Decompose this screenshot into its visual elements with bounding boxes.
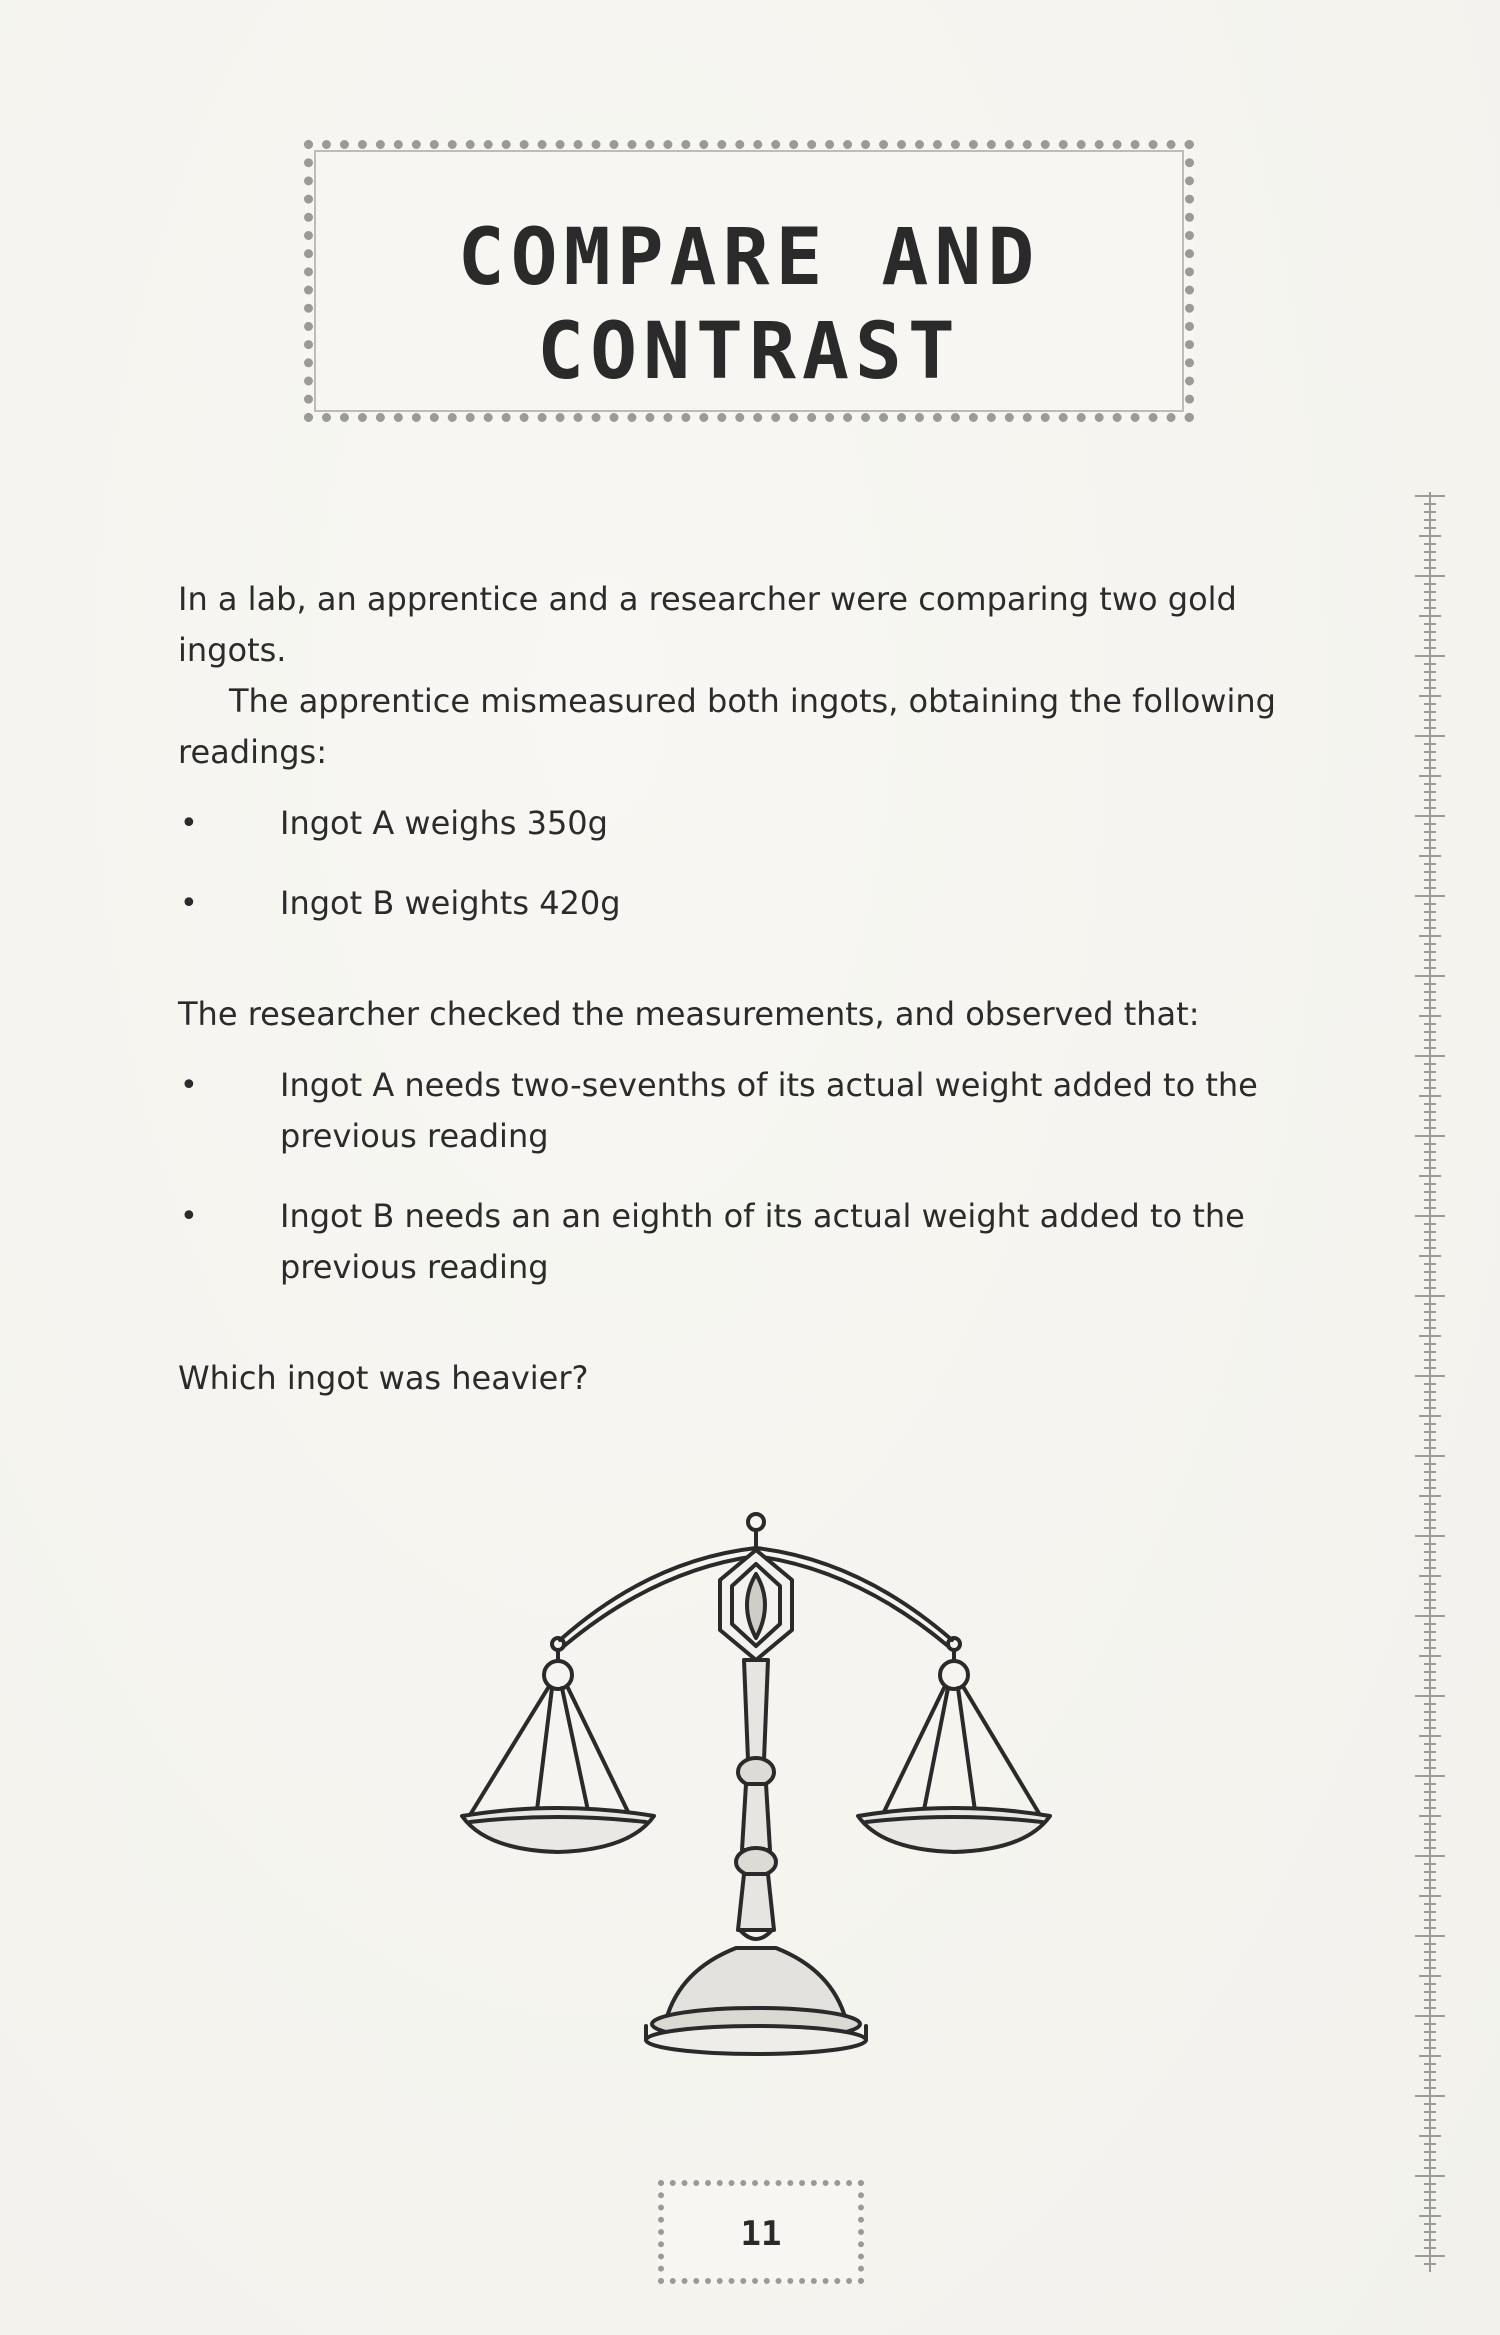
reading-ingot-a: Ingot A weighs 350g	[280, 804, 608, 842]
intro-paragraph	[178, 574, 1338, 778]
intro-line-2: The apprentice mismeasured both ingots, obtaining the following readings:	[178, 682, 1276, 771]
question: Which ingot was heavier?	[178, 1359, 589, 1397]
puzzle-text	[178, 574, 1338, 1404]
bullet-dot-icon: •	[180, 1068, 198, 1103]
observation-ingot-b: Ingot B needs an an eighth of its actual weight added to the previous reading	[280, 1197, 1245, 1286]
observation-intro: The researcher checked the measurements, and observed that:	[178, 995, 1200, 1033]
list-item	[178, 1191, 1338, 1293]
page-title-line-1: COMPARE AND	[457, 213, 1041, 303]
bullet-dot-icon: •	[180, 1199, 198, 1234]
page-title	[313, 211, 1185, 399]
balance-scale-icon	[440, 1500, 1080, 2090]
bullet-dot-icon: •	[180, 886, 198, 921]
list-item	[178, 798, 1338, 849]
observations-list	[178, 1060, 1338, 1293]
readings-list	[178, 798, 1338, 929]
reading-ingot-b: Ingot B weights 420g	[280, 884, 621, 922]
list-item	[178, 878, 1338, 929]
page-title-line-2: CONTRAST	[537, 307, 961, 397]
page-number: 11	[740, 2214, 782, 2254]
observation-ingot-a: Ingot A needs two-sevenths of its actual weight added to the previous reading	[280, 1066, 1258, 1155]
ruler-decoration	[1398, 492, 1462, 2272]
page-number-box	[658, 2180, 864, 2284]
intro-line-1: In a lab, an apprentice and a researcher were comparing two gold ingots.	[178, 580, 1237, 669]
list-item	[178, 1060, 1338, 1162]
title-box	[304, 140, 1194, 422]
bullet-dot-icon: •	[180, 806, 198, 841]
